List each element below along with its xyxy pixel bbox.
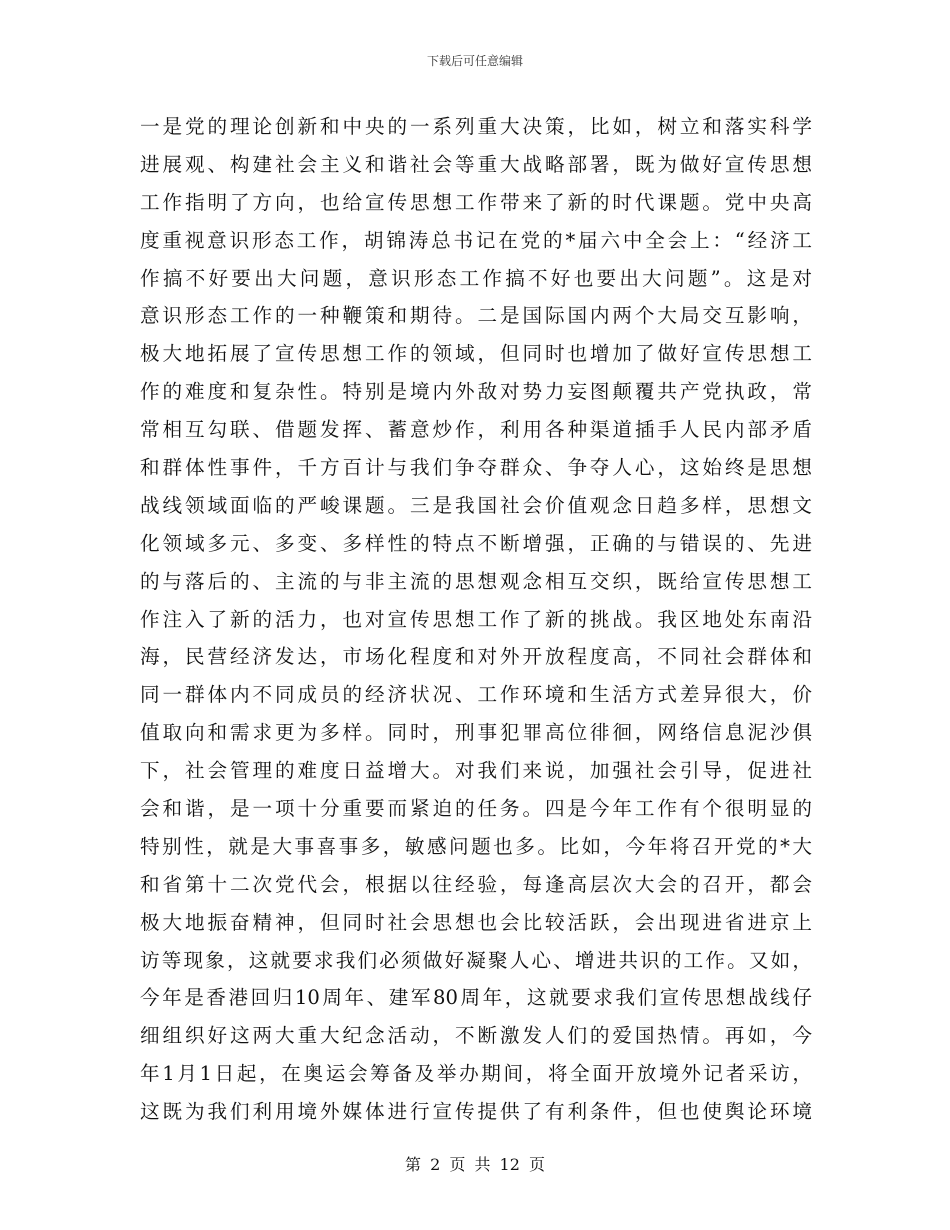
- text-line: 海，民营经济发达，市场化程度和对外开放程度高，不同社会群体和: [140, 645, 812, 669]
- text-line: 化领域多元、多变、多样性的特点不断增强，正确的与错误的、先进: [140, 531, 812, 555]
- header-note: 下载后可任意编辑: [426, 54, 523, 68]
- text-line: 会和谐，是一项十分重要而紧迫的任务。四是今年工作有个很明显的: [140, 797, 812, 821]
- text-line: 同一群体内不同成员的经济状况、工作环境和生活方式差异很大，价: [140, 683, 812, 707]
- text-line: 度重视意识形态工作，胡锦涛总书记在党的*届六中全会上：“经济工: [140, 228, 812, 252]
- text-line: 细组织好这两大重大纪念活动，不断激发人们的爱国热情。再如，今: [140, 1024, 812, 1048]
- page-header: [0, 52, 950, 69]
- text-line: 访等现象，这就要求我们必须做好凝聚人心、增进共识的工作。又如，: [140, 948, 812, 972]
- page-footer: [0, 1152, 950, 1175]
- text-line: 作的难度和复杂性。特别是境内外敌对势力妄图颠覆共产党执政，常: [140, 380, 812, 404]
- text-line: 极大地振奋精神，但同时社会思想也会比较活跃，会出现进省进京上: [140, 910, 812, 934]
- text-line: 这既为我们利用境外媒体进行宣传提供了有利条件，但也使舆论环境: [140, 1100, 812, 1124]
- text-line: 作注入了新的活力，也对宣传思想工作了新的挑战。我区地处东南沿: [140, 607, 812, 631]
- text-line: 作搞不好要出大问题，意识形态工作搞不好也要出大问题”。这是对: [140, 266, 812, 290]
- body-text: [140, 108, 812, 1131]
- text-line: 年1月1日起，在奥运会筹备及举办期间，将全面开放境外记者采访，: [140, 1062, 812, 1086]
- text-line: 今年是香港回归10周年、建军80周年，这就要求我们宣传思想战线仔: [140, 986, 812, 1010]
- text-line: 特别性，就是大事喜事多，敏感问题也多。比如，今年将召开党的*大: [140, 834, 812, 858]
- text-line: 值取向和需求更为多样。同时，刑事犯罪高位徘徊，网络信息泥沙俱: [140, 721, 812, 745]
- text-line: 下，社会管理的难度日益增大。对我们来说，加强社会引导，促进社: [140, 759, 812, 783]
- text-line: 工作指明了方向，也给宣传思想工作带来了新的时代课题。党中央高: [140, 190, 812, 214]
- text-line: 常相互勾联、借题发挥、蓄意炒作，利用各种渠道插手人民内部矛盾: [140, 418, 812, 442]
- text-line: 和群体性事件，千方百计与我们争夺群众、争夺人心，这始终是思想: [140, 456, 812, 480]
- text-line: 一是党的理论创新和中央的一系列重大决策，比如，树立和落实科学: [140, 115, 812, 138]
- text-line: 和省第十二次党代会，根据以往经验，每逢高层次大会的召开，都会: [140, 872, 812, 896]
- text-line: 意识形态工作的一种鞭策和期待。二是国际国内两个大局交互影响，: [140, 304, 812, 328]
- text-line: 进展观、构建社会主义和谐社会等重大战略部署，既为做好宣传思想: [140, 152, 812, 176]
- text-line: 的与落后的、主流的与非主流的思想观念相互交织，既给宣传思想工: [140, 569, 812, 593]
- page-number: 第 2 页 共 12 页: [405, 1155, 545, 1174]
- text-line: 极大地拓展了宣传思想工作的领域，但同时也增加了做好宣传思想工: [140, 342, 812, 366]
- text-line: 战线领域面临的严峻课题。三是我国社会价值观念日趋多样，思想文: [140, 493, 812, 517]
